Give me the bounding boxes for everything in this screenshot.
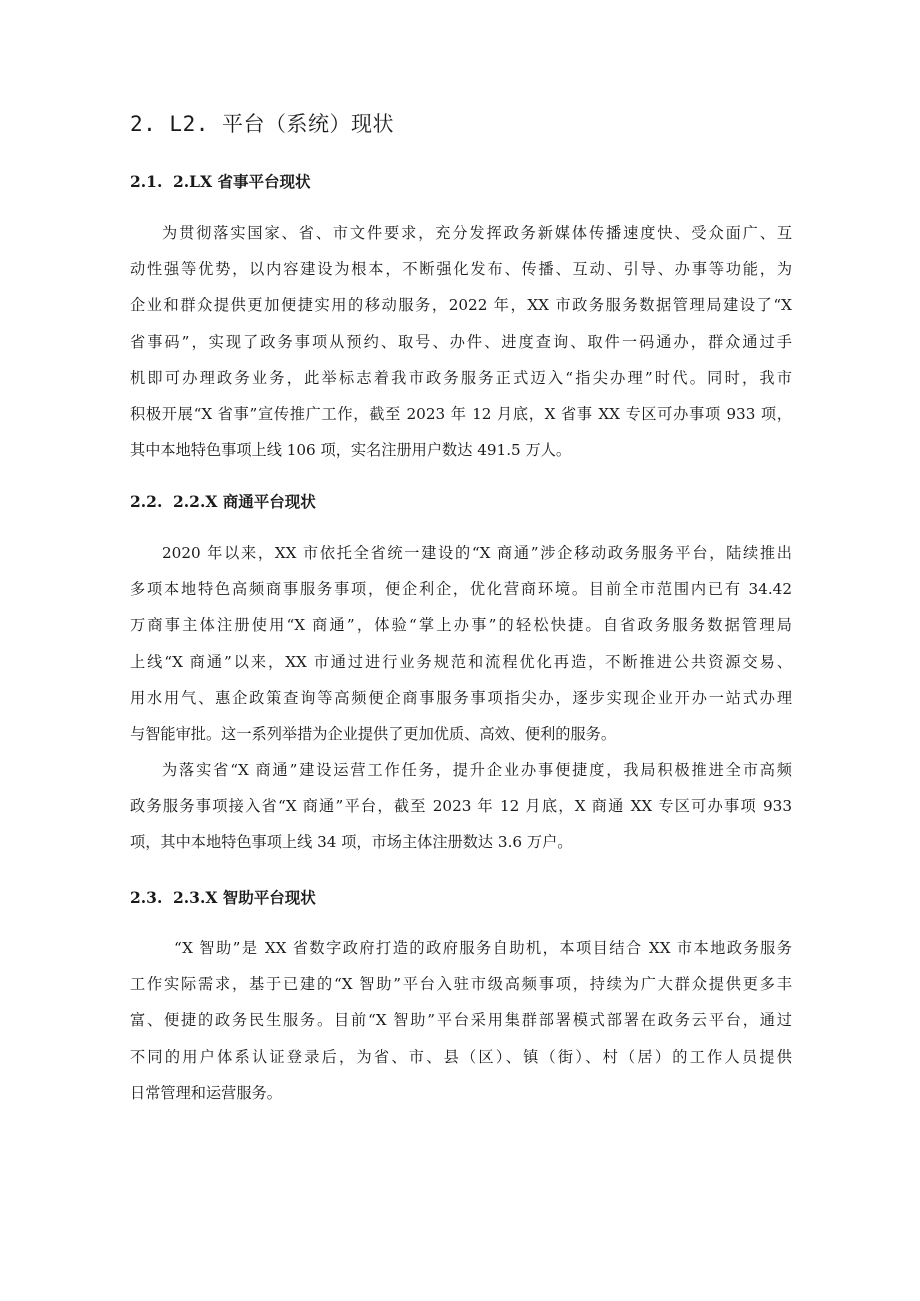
section-number: 2.3. xyxy=(130,888,163,907)
text-line: 工作实际需求，基于已建的“X 智助”平台入驻市级高频事项，持续为广大群众提供更多丰 xyxy=(130,975,792,994)
text-line: 为落实省“X 商通”建设运营工作任务，提升企业办事便捷度，我局积极推进全市高频 xyxy=(162,761,792,779)
text-line: 机即可办理政务业务，此举标志着我市政务服务正式迈入“指尖办理”时代。同时，我市 xyxy=(130,368,792,387)
text-line: 与智能审批。这一系列举措为企业提供了更加优质、高效、便利的服务。 xyxy=(130,724,616,743)
section-number: 2.2. xyxy=(130,492,163,511)
text-line: 项，其中本地特色事项上线 34 项，市场主体注册数达 3.6 万户。 xyxy=(130,833,573,852)
text-line: 日常管理和运营服务。 xyxy=(130,1083,282,1102)
text-line: 2020 年以来，XX 市依托全省统一建设的“X 商通”涉企移动政务服务平台，陆续推出 xyxy=(162,544,792,562)
section-title: 2.3.X 智助平台现状 xyxy=(173,888,316,907)
section-heading-2-1 xyxy=(130,170,311,192)
text-line: 企业和群众提供更加便捷实用的移动服务，2022 年，XX 市政务服务数据管理局建设了“X xyxy=(130,296,792,315)
text-line: 政务服务事项接入省“X 商通”平台，截至 2023 年 12 月底，X 商通 XX 专区可办事项 933 xyxy=(130,797,792,816)
paragraph-2-2-2 xyxy=(130,752,792,861)
section-title: 2.LX 省事平台现状 xyxy=(173,172,311,191)
text-line: 积极开展“X 省事”宣传推广工作，截至 2023 年 12 月底，X 省事 XX 专区可办事项 933 项， xyxy=(130,404,792,423)
text-line: 上线“X 商通”以来，XX 市通过进行业务规范和流程优化再造，不断推进公共资源交易、 xyxy=(130,652,792,671)
text-line: 其中本地特色事项上线 106 项，实名注册用户数达 491.5 万人。 xyxy=(130,441,572,460)
section-number: 2.1. xyxy=(130,172,163,191)
text-line: 多项本地特色高频商事服务事项，便企利企，优化营商环境。目前全市范围内已有 34.42 xyxy=(130,580,792,599)
paragraph-2-3-1 xyxy=(130,930,792,1111)
paragraph-2-1-1 xyxy=(130,215,792,468)
text-line: 动性强等优势，以内容建设为根本，不断强化发布、传播、互动、引导、办事等功能，为 xyxy=(130,260,792,279)
text-line: 富、便捷的政务民生服务。目前“X 智助”平台采用集群部署模式部署在政务云平台，通过 xyxy=(130,1011,792,1030)
paragraph-2-2-1 xyxy=(130,535,792,752)
text-line: “X 智助”是 XX 省数字政府打造的政府服务自助机，本项目结合 XX 市本地政务服务 xyxy=(174,939,792,957)
section-heading-2-3 xyxy=(130,886,316,908)
text-line: 不同的用户体系认证登录后，为省、市、县（区）、镇（街）、村（居）的工作人员提供 xyxy=(130,1047,792,1066)
text-line: 万商事主体注册使用“X 商通”，体验“掌上办事”的轻松快捷。自省政务服务数据管理局 xyxy=(130,616,792,635)
text-line: 用水用气、惠企政策查询等高频便企商事服务事项指尖办，逐步实现企业开办一站式办理 xyxy=(130,688,792,707)
page-title: 2. L2. 平台（系统）现状 xyxy=(130,112,395,136)
section-heading-2-2 xyxy=(130,490,316,512)
section-title: 2.2.X 商通平台现状 xyxy=(173,492,316,511)
text-line: 省事码”，实现了政务事项从预约、取号、办件、进度查询、取件一码通办，群众通过手 xyxy=(130,332,792,351)
text-line: 为贯彻落实国家、省、市文件要求，充分发挥政务新媒体传播速度快、受众面广、互 xyxy=(162,224,792,242)
